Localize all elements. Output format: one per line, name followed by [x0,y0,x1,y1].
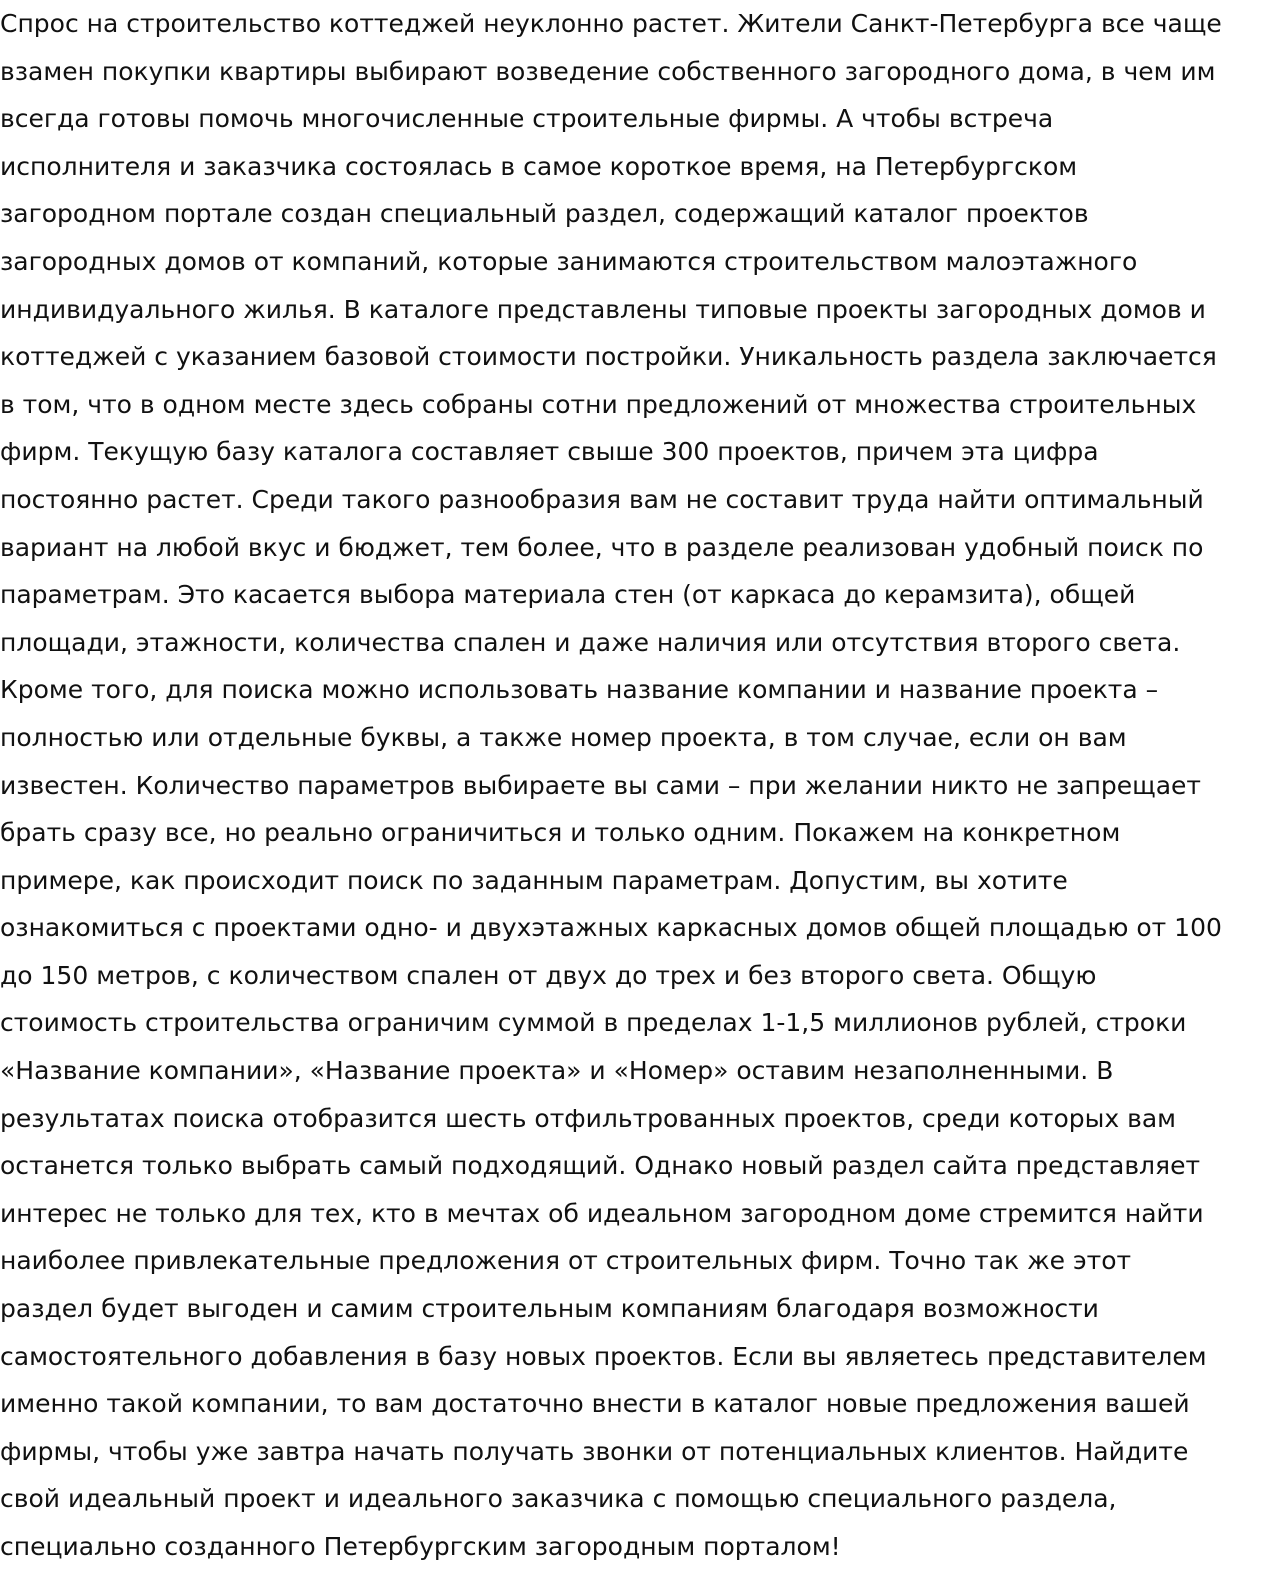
text-line: Кроме того, для поиска можно использовать название компании и название проекта – [0,675,1159,705]
text-line: останется только выбрать самый подходящий. Однако новый раздел сайта представляет [0,1151,1201,1181]
text-line: загородном портале создан специальный раздел, содержащий каталог проектов [0,199,1089,229]
text-line: загородных домов от компаний, которые занимаются строительством малоэтажного [0,246,1138,276]
text-line: самостоятельного добавления в базу новых проектов. Если вы являетесь представителем [0,1341,1207,1371]
text-line: параметрам. Это касается выбора материала стен (от каркаса до керамзита), общей [0,580,1136,610]
text-line: именно такой компании, то вам достаточно внести в каталог новые предложения вашей [0,1389,1190,1419]
text-line: специально созданного Петербургским загородным порталом! [0,1532,841,1561]
text-line: известен. Количество параметров выбираете вы сами – при желании никто не запрещает [0,770,1201,800]
text-line: наиболее привлекательные предложения от строительных фирм. Точно так же этот [0,1246,1132,1276]
text-line: ознакомиться с проектами одно- и двухэтажных каркасных домов общей площадью от 100 [0,913,1222,943]
text-line: взамен покупки квартиры выбирают возведение собственного загородного дома, в чем им [0,56,1216,86]
text-line: фирмы, чтобы уже завтра начать получать звонки от потенциальных клиентов. Найдите [0,1436,1189,1466]
text-line: вариант на любой вкус и бюджет, тем более, что в разделе реализован удобный поиск по [0,532,1204,562]
text-line: исполнителя и заказчика состоялась в самое короткое время, на Петербургском [0,151,1078,181]
text-line: результатах поиска отобразится шесть отфильтрованных проектов, среди которых вам [0,1103,1177,1133]
text-line: в том, что в одном месте здесь собраны сотни предложений от множества строительных [0,389,1197,419]
text-line: всегда готовы помочь многочисленные строительные фирмы. А чтобы встреча [0,104,1054,134]
text-line: свой идеальный проект и идеального заказчика с помощью специального раздела, [0,1484,1117,1514]
text-line: интерес не только для тех, кто в мечтах об идеальном загородном доме стремится найти [0,1198,1204,1228]
text-line: раздел будет выгоден и самим строительным компаниям благодаря возможности [0,1294,1099,1324]
text-line: полностью или отдельные буквы, а также номер проекта, в том случае, если он вам [0,722,1127,752]
text-line: до 150 метров, с количеством спален от двух до трех и без второго света. Общую [0,960,1097,990]
text-line: стоимость строительства ограничим суммой в пределах 1-1,5 миллионов рублей, строки [0,1008,1187,1038]
text-line: Спрос на строительство коттеджей неуклонно растет. Жители Санкт-Петербурга все чаще [0,9,1222,38]
text-line: «Название компании», «Название проекта» и «Номер» оставим незаполненными. В [0,1056,1114,1086]
text-line: индивидуального жилья. В каталоге представлены типовые проекты загородных домов и [0,294,1206,324]
text-line: коттеджей с указанием базовой стоимости постройки. Уникальность раздела заключается [0,342,1217,372]
text-line: площади, этажности, количества спален и даже наличия или отсутствия второго света. [0,627,1181,657]
text-line: фирм. Текущую базу каталога составляет свыше 300 проектов, причем эта цифра [0,437,1099,467]
text-line: примере, как происходит поиск по заданным параметрам. Допустим, вы хотите [0,865,1068,895]
text-line: брать сразу все, но реально ограничиться и только одним. Покажем на конкретном [0,818,1121,848]
text-line: постоянно растет. Среди такого разнообразия вам не составит труда найти оптимальный [0,484,1204,514]
